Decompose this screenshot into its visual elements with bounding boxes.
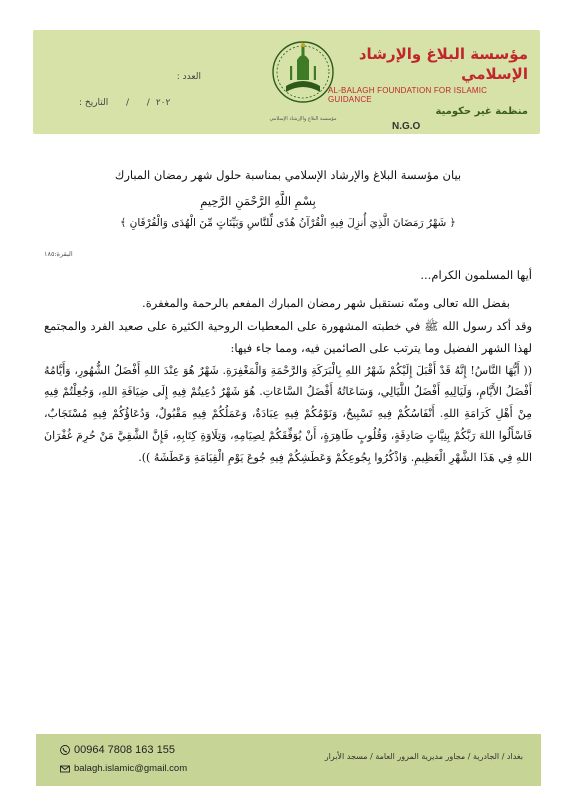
date-slash-1: / <box>126 98 130 108</box>
foundation-logo <box>268 36 338 122</box>
org-name-en: AL-BALAGH FOUNDATION FOR ISLAMIC GUIDANCE <box>328 86 488 104</box>
statement-title: بيان مؤسسة البلاغ والإرشاد الإسلامي بمناسبة حلول شهر رمضان المبارك <box>114 168 462 182</box>
basmala: بِسْمِ اللَّهِ الرَّحْمَنِ الرَّحِيمِ <box>200 194 316 208</box>
phone-number: 00964 7808 163 155 <box>74 743 175 756</box>
date-month <box>135 96 141 122</box>
hadith-quote: (( أَيُّهَا النَّاسُ! إِنَّهُ قَدْ أَقْبَلَ إِلَيْكُمْ شَهْرُ اللهِ بِالْبَرَكَةِ وَالرَّحْمَةِ وَالْمَغْفِرَةِ. شَهْرٌ هُوَ عِنْدَ اللهِ أَفْضَلُ الشُّهُورِ، وَأَيَّامُهُ أَفْضَلُ الأَيَّامِ، وَلَيَالِيهِ أَفْضَلُ اللَّيَالِي، وَسَاعَاتُهُ أَفْضَلُ السَّاعَاتِ. هُوَ شَهْرٌ دُعِيتُمْ فِيهِ إِلَى ضِيَافَةِ اللهِ، وَجُعِلْتُمْ فِيهِ مِنْ أَهْلِ كَرَامَةِ اللهِ. أَنْفَاسُكُمْ فِيهِ تَسْبِيحٌ، وَنَوْمُكُمْ فِيهِ عِبَادَةٌ، وَعَمَلُكُمْ فِيهِ مَقْبُولٌ، وَدُعَاؤُكُمْ فِيهِ مُسْتَجَابٌ، فَاسْأَلُوا اللهَ رَبَّكُمْ بِنِيَّاتٍ صَادِقَةٍ، وَقُلُوبٍ طَاهِرَةٍ، أَنْ يُوَفِّقَكُمْ لِصِيَامِهِ، وَتِلَاوَةِ كِتَابِهِ، فَإِنَّ الشَّقِيَّ مَنْ حُرِمَ غُفْرَانَ اللهِ فِي هَذَا الشَّهْرِ الْعَظِيمِ. وَاذْكُرُوا بِجُوعِكُمْ وَعَطَشِكُمْ فِيهِ جُوعَ يَوْمِ الْقِيَامَةِ وَعَطَشَهُ )). <box>44 363 532 464</box>
email-address: balagh.islamic@gmail.com <box>74 763 188 774</box>
paragraph-2: وقد أكد رسول الله ﷺ في خطبته المشهورة على المعطيات الروحية الكثيرة على صعيد الفرد والمجتمع لهذا الشهر الفضيل وما يترتب على الصائمين فيه، ومما جاء فيها: <box>44 318 532 355</box>
org-name-ar: مؤسسة البلاغ والإرشاد الإسلامي <box>358 45 528 83</box>
phone-row <box>60 740 187 759</box>
greeting: أيها المسلمون الكرام... <box>420 268 532 282</box>
date-field <box>61 96 201 122</box>
logo-caption: مؤسسة البلاغ والإرشاد الإسلامي <box>269 116 337 122</box>
letter-footer <box>36 734 541 786</box>
reference-fields <box>61 70 201 122</box>
verse-reference: البقرة:١٨٥ <box>44 250 73 258</box>
body-paragraph <box>44 292 532 360</box>
contact-block <box>60 740 187 778</box>
number-label: العدد : <box>176 72 201 82</box>
date-day <box>114 96 120 122</box>
statement-body <box>44 166 532 468</box>
letterhead <box>33 30 540 134</box>
mail-icon <box>60 764 70 774</box>
phone-icon <box>60 745 70 755</box>
address: بغداد / الجادرية / مجاور مديرية المرور العامة / مسجد الأبرار <box>324 752 523 761</box>
non-gov-label: منظمة غير حكومية <box>435 106 528 117</box>
date-slash-2: / <box>146 98 150 108</box>
date-year: ٢٠٢ <box>155 98 171 108</box>
date-label: التاريخ : <box>79 98 109 108</box>
number-field <box>61 70 201 96</box>
org-block <box>328 44 528 132</box>
paragraph-1: بفضل الله تعالى ومنّه نستقبل شهر رمضان المبارك المفعم بالرحمة والمغفرة. <box>142 296 510 310</box>
ngo-label: N.G.O <box>392 121 421 132</box>
email-row <box>60 759 187 778</box>
quran-verse: ﴿ شَهْرُ رَمَضَانَ الَّذِيَ أُنزِلَ فِيهِ الْقُرْآنُ هُدًى لِّلنَّاسِ وَبَيِّنَاتٍ مِّنَ الْهُدَى وَالْفُرْقَانِ ﴾ <box>120 217 456 229</box>
address-block <box>325 752 523 761</box>
